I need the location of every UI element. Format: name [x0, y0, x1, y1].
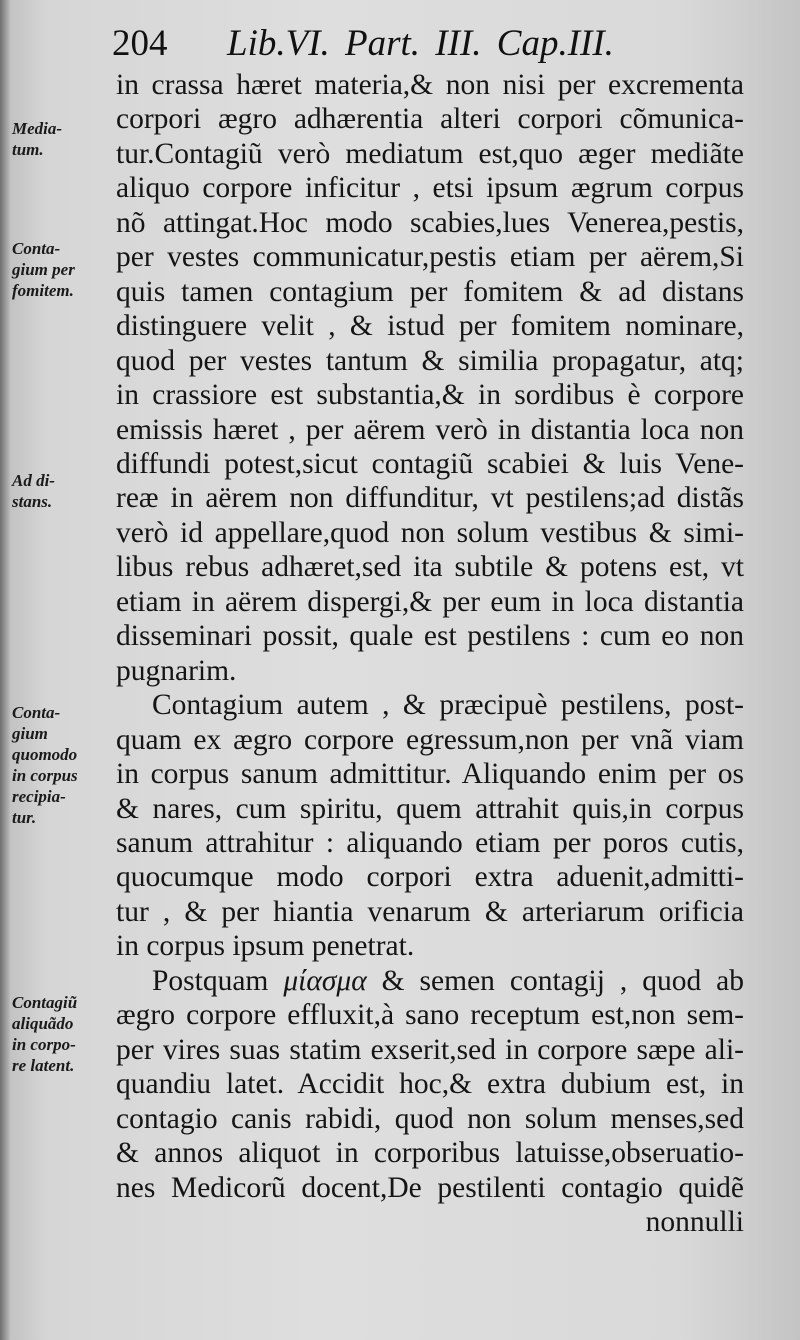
text-line: in crassiore est substantia,& in sordibus è corpore [116, 379, 744, 412]
text-line: verò id appellare,quod non solum vestibus & simi- [116, 516, 744, 549]
text-line: Contagium autem , & præcipuè pestilens, post- [152, 689, 744, 722]
margin-note-line: tur. [12, 808, 37, 827]
margin-note-line: in corpus [12, 766, 78, 785]
text-line: distinguere velit , & istud per fomitem nominare, [116, 310, 744, 343]
page-header [112, 22, 762, 72]
paragraph-3 [116, 964, 744, 1205]
margin-note-line: Contagiũ [12, 993, 78, 1012]
margin-note-line: quomodo [12, 745, 78, 764]
paragraph-1 [116, 68, 744, 688]
text-line: in corpus ipsum penetrat. [116, 930, 415, 963]
text-line: disseminari possit, quale est pestilens : cum eo non [116, 620, 744, 653]
text-line: & annos aliquot in corporibus latuisse,obseruatio- [116, 1137, 744, 1170]
margin-note-per-fomitem [12, 238, 112, 301]
text-line: corpori ægro adhærentia alteri corpori cõmunica- [116, 103, 744, 136]
margin-note-line: Media- [12, 119, 63, 138]
text-line: contagio canis rabidi, quod non solum menses,sed [116, 1102, 744, 1135]
text-line: in crassa hæret materia,& non nisi per excrementa [116, 69, 744, 101]
text-fragment: Postquam [152, 964, 269, 997]
margin-note-line: tum. [12, 140, 44, 159]
text-line: per vestes communicatur,pestis etiam per aërem,Si [116, 241, 744, 274]
greek-word: μίασμα [283, 964, 367, 997]
margin-note-line: re latent. [12, 1056, 75, 1075]
text-line: emissis hæret , per aërem verò in distantia loca non [116, 413, 744, 446]
margin-note-line: aliquãdo [12, 1014, 74, 1033]
text-line: sanum attrahitur : aliquando etiam per poros cutis, [116, 826, 744, 859]
text-line: nõ attingat.Hoc modo scabies,lues Venerea,pestis, [116, 206, 744, 239]
text-line: quocumque modo corpori extra aduenit,admitti- [116, 861, 744, 894]
main-text-block [116, 68, 744, 1239]
margin-note-ad-distans [12, 470, 112, 512]
text-line: tur , & per hiantia venarum & arteriarum orificia [116, 895, 744, 928]
text-line: quandiu latet. Accidit hoc,& extra dubium est, in [116, 1068, 744, 1101]
text-fragment: & semen contagij , quod ab [381, 964, 744, 997]
text-line: per vires suas statim exserit,sed in corpore sæpe ali- [116, 1033, 744, 1066]
margin-note-quomodo-recipiatur [12, 702, 112, 828]
text-line: aliquo corpore inficitur , etsi ipsum ægrum corpus [116, 172, 744, 205]
margin-note-line: fomitem. [12, 281, 74, 300]
text-line: diffundi potest,sicut contagiũ scabiei & luis Vene- [116, 447, 744, 480]
margin-note-line: recipia- [12, 787, 66, 806]
margin-note-mediatum [12, 118, 112, 160]
text-line: ægro corpore effluxit,à sano receptum est,non sem- [116, 999, 744, 1032]
margin-note-line: Conta- [12, 239, 61, 258]
text-line: tur.Contagiũ verò mediatum est,quo æger mediãte [116, 137, 744, 170]
text-line: quam ex ægro corpore egressum,non per vnã viam [116, 723, 744, 756]
paragraph-2 [116, 688, 744, 964]
text-line: libus rebus adhæret,sed ita subtile & potens est, vt [116, 551, 744, 584]
margin-note-line: gium [12, 724, 48, 743]
text-line: reæ in aërem non diffunditur, vt pestilens;ad distãs [116, 482, 744, 515]
margin-note-line: Ad di- [12, 471, 55, 490]
catchword: nonnulli [645, 1205, 744, 1238]
text-line: etiam in aërem dispergi,& per eum in loca distantia [116, 585, 744, 618]
margin-note-line: in corpo- [12, 1035, 76, 1054]
text-line: & nares, cum spiritu, quem attrahit quis,in corpus [116, 792, 744, 825]
text-line: in corpus sanum admittitur. Aliquando enim per os [116, 758, 744, 791]
text-line: quod per vestes tantum & similia propagatur, atq; [116, 344, 744, 377]
page-gutter-shadow [0, 0, 10, 1340]
page-number: 204 [112, 23, 168, 64]
text-line [116, 964, 744, 998]
text-line: quis tamen contagium per fomitem & ad distans [116, 275, 744, 308]
margin-note-line: stans. [12, 492, 53, 511]
running-title: Lib.VI. Part. III. Cap.III. [227, 23, 614, 64]
margin-note-line: gium per [12, 260, 75, 279]
text-line: nes Medicorũ docent,De pestilenti contagio quidẽ [116, 1171, 744, 1204]
margin-note-latent [12, 992, 112, 1076]
text-line: pugnarim. [116, 654, 237, 687]
margin-note-line: Conta- [12, 703, 61, 722]
